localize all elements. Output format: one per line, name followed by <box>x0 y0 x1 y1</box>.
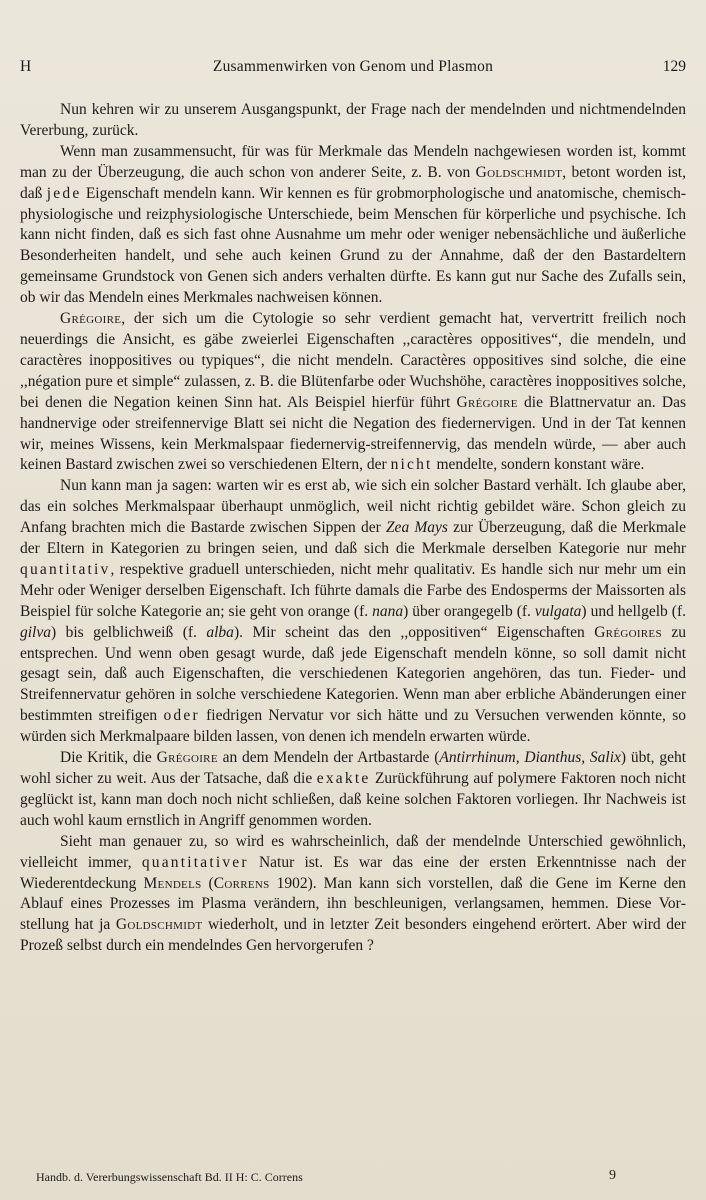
paragraph <box>20 100 686 142</box>
text-run: Mendels <box>143 874 202 892</box>
text-run: Nun kehren wir zu unserem Ausgangspunkt, der Frage nach der mendelnden und nichtmendelnden Vererbung, zurück. <box>20 101 686 139</box>
text-run: jede <box>46 184 82 202</box>
text-run: Wenn man zusammensucht, für was für Merkmale das Mendeln nachgewiesen worden ist, kommt man zu der Überzeugung, die auch schon von anderer Seite, z. B. von <box>20 142 686 181</box>
text-run: Antirrhinum, Dianthus, Salix <box>439 749 621 767</box>
running-header <box>20 58 686 80</box>
text-run: zu entsprechen. Und wenn oben gesagt wurde, daß jede Eigenschaft mendeln könne, so soll damit nicht gesagt sein, daß auch Eigenschaften, die verschiedenen Kategorien angehören, das tun. Fieder- und Streifennervatur gehören in solche verschiedene Kategorien. Wenn man aber erbliche Abänderungen einer bestimmten streifigen <box>20 623 686 725</box>
text-run: Nun kann man ja sagen: warten wir es erst ab, wie sich ein solcher Bastard verhält. Ich glaube aber, das ein solches Merkmalspaar überhaupt unmöglich, weil nicht richtig gebildet wäre. Schon gleich zu Anfang brachten mich die Bastarde zwischen Sippen der <box>20 477 686 537</box>
text-run: zur Überzeugung, daß die Merkmale der Eltern in Kategorien zu bringen seien, und daß sich die Merkmale derselben Kategorie nur mehr <box>20 519 686 558</box>
paragraph <box>20 832 686 957</box>
text-run: mendelte, sondern konstant wäre. <box>432 456 645 474</box>
text-run: Die Kritik, die <box>60 749 157 767</box>
text-run: ( <box>201 874 214 892</box>
text-run: Sieht man genauer zu, so wird es wahrscheinlich, daß der mendelnde Unterschied gewöhnlich, vielleicht immer, <box>20 832 686 871</box>
text-run: gilva <box>20 623 51 641</box>
text-run: Goldschmidt <box>475 163 563 181</box>
paragraph <box>20 476 686 748</box>
text-run: Goldschmidt <box>115 916 203 934</box>
text-run: , betont worden ist, daß <box>20 163 686 202</box>
text-run: Eigenschaft mendeln kann. Wir kennen es für grobmorphologische und anatomische, chemisch-physiologische und reizphysiologische Unterschiede, beim Menschen für körperliche und psychische. Ich kann nicht finden, daß es sich fast ohne Ausnahme um mehr oder weniger nebensächliche und äußerliche Besonderheiten handelt, und sehe auch keinen Grund zu der Annahme, daß der den Bastardeltern gemeinsame Grundstock von Genen sich anders verhalten dürfte. Es kann gut nur Sache des Zufalls sein, ob wir das Mendeln eines Merkmales nachweisen können. <box>20 184 686 307</box>
text-run: ). Mir scheint das den ,,oppositiven“ Eigenschaften <box>233 623 595 641</box>
text-run: Grégoire <box>60 310 122 328</box>
text-run: ) über orangegelb (f. <box>403 602 535 620</box>
text-run: an dem Mendeln der Artbastarde ( <box>217 749 440 767</box>
page-footer <box>36 1170 616 1186</box>
text-run: ) bis gelblichweiß (f. <box>51 623 207 641</box>
text-run: ) und hellgelb (f. <box>581 602 686 620</box>
text-run: oder <box>163 707 200 725</box>
text-run: fiedrigen Nervatur vor sich hätte und zu Versuchen verwenden könnte, so würden sich Merkmalpaare bilden lassen, von denen ich mendeln erwarten würde. <box>20 707 687 746</box>
body-text <box>20 100 686 957</box>
text-run: Grégoire <box>156 749 218 767</box>
footer-source-line: Handb. d. Vererbungswissenschaft Bd. II H: C. Correns <box>36 1170 303 1184</box>
paragraph <box>20 142 686 309</box>
text-run: exakte <box>316 770 371 787</box>
signature-mark: H <box>20 58 32 75</box>
text-run: vulgata <box>534 602 582 620</box>
text-run: Natur ist. Es war das eine der ersten Erkenntnisse nach der Wiederentdeckung <box>20 853 686 892</box>
text-run: die Blattnervatur an. Das handnervige oder streifennervige Blatt sei nicht die Negation des fiedernervigen. Und in der Tat kennen wir, meines Wissens, kein Merkmalspaar fiedernervig-streifennervig, das mendeln würde, — aber auch keinen Bastard zwischen zwei so verschiedenen Eltern, der <box>20 393 687 474</box>
sheet-number: 9 <box>609 1168 616 1183</box>
paragraph <box>20 309 686 476</box>
text-run: Grégoire <box>456 393 518 411</box>
text-run: Zea Mays <box>385 519 448 537</box>
text-run: 1902). Man kann sich vorstellen, daß die Gene im Kerne den Ablauf eines Prozesses im Plasma verändern, ihn beschleunigen, verlangsamen, hemmen. Diese Vorstellung hat ja <box>20 874 686 934</box>
text-run: ) übt, geht wohl sicher zu weit. Aus der Tatsache, daß die <box>20 749 687 787</box>
text-run: , der sich um die Cytologie so sehr verdient gemacht hat, ververtritt freilich noch neuerdings die Ansicht, es gäbe zweierlei Eigenschaften ,,caractères oppositives“, die mendeln, und caractères inoppositives ou typiques“, die nicht mendeln. Caractères oppositives sind solche, die eine ,,négation pure et simple“ zulassen, z. B. die Blütenfarbe oder Wuchshöhe, caractères inoppositives solche, bei denen die Negation keinen Sinn hat. Als Beispiel hierfür führt <box>20 310 686 411</box>
text-run: quantitativ <box>20 560 111 578</box>
page-number: 129 <box>662 58 686 75</box>
text-run: Grégoires <box>594 623 662 641</box>
text-run: Correns <box>213 874 270 892</box>
text-run: nicht <box>390 456 433 474</box>
text-run: alba <box>206 623 234 641</box>
text-run: wiederholt, und in letzter Zeit besonders eingehend erörtert. Aber wird der Prozeß selbst durch ein mendelndes Gen hervorgerufen ? <box>20 916 687 955</box>
paragraph <box>20 748 686 832</box>
text-run: quantitativer <box>141 853 249 871</box>
text-run: Zurückführung auf polymere Faktoren noch nicht geglückt ist, kann man doch noch nicht schließen, daß keine solchen Faktoren vorliegen. Ihr Nachweis ist auch wohl kaum ernstlich in Angriff genommen worden. <box>20 770 686 829</box>
text-run: nana <box>372 602 404 620</box>
running-title: Zusammenwirken von Genom und Plasmon <box>212 58 494 75</box>
text-run: , respektive graduell unterschieden, nicht mehr qualitativ. Es handle sich nur mehr um ein Mehr oder Weniger derselben Eigenschaft. Ich führte damals die Farbe des Endosperms der Maissorten als Beispiel für solche Kategorie an; sie geht von orange (f. <box>20 560 686 620</box>
